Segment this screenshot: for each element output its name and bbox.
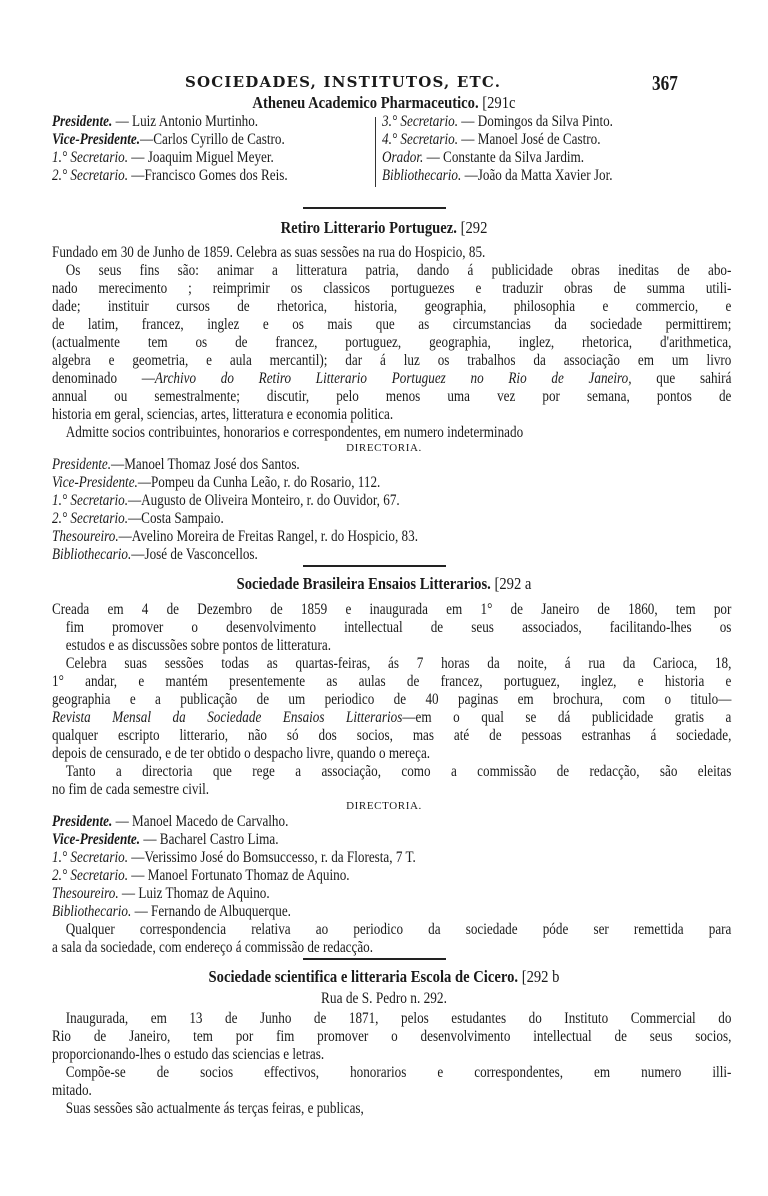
officers-table xyxy=(52,113,752,189)
paragraph-line: Inaugurada, em 13 de Junho de 1871, pelos estudantes do Instituto Commercial do xyxy=(65,1010,732,1027)
officer-name: —João da Matta Xavier Jor. xyxy=(464,167,613,184)
paragraph-line xyxy=(52,709,731,726)
section-ref: [291c xyxy=(482,93,516,112)
officer-name: —Pompeu da Cunha Leão, r. do Rosario, 112. xyxy=(137,474,381,491)
officer-role: Bibliothecario. xyxy=(52,546,132,563)
officer-row xyxy=(382,149,709,167)
officer-role: 2.° Secretario. xyxy=(52,510,129,527)
paragraph-line: no fim de cada semestre civil. xyxy=(52,781,210,798)
officer-role: Orador. xyxy=(382,149,424,166)
officers-right-column xyxy=(382,113,762,185)
section-title-text: Sociedade scientifica e litteraria Escola de Cicero. xyxy=(208,967,519,986)
officer-name: — Manoel José de Castro. xyxy=(461,131,601,148)
publication-title: Archivo do Retiro Litterario Portuguez no Rio de Janeiro, xyxy=(154,370,632,387)
section-title-text: Atheneu Academico Pharmaceutico. xyxy=(252,93,479,112)
officer-name: —Francisco Gomes dos Reis. xyxy=(131,167,288,184)
directoria-row xyxy=(52,885,654,902)
paragraph-line: 1° andar, e mantém presentemente as aulas de francez, portuguez, inglez, e historia e xyxy=(52,673,732,690)
officer-role: 2.° Secretario. xyxy=(52,167,129,184)
directoria-row xyxy=(52,813,654,830)
officer-name: —Verissimo José do Bomsuccesso, r. da Floresta, 7 T. xyxy=(131,849,416,866)
officer-name: —Manoel Thomaz José dos Santos. xyxy=(111,456,300,473)
publication-title: Revista Mensal da Sociedade Ensaios Litterarios xyxy=(52,709,403,726)
section-divider xyxy=(303,958,446,960)
officer-name: — Manoel Fortunato Thomaz de Aquino. xyxy=(131,867,350,884)
paragraph-line: (actualmente tem os de francez, portuguez, geographia, inglez, rhetorica, d'arithmetica, xyxy=(52,334,732,351)
directoria-row xyxy=(52,474,654,491)
officer-row xyxy=(382,131,709,149)
directoria-row xyxy=(52,456,654,473)
paragraph-line: annual ou semestralmente; discutir, pelo menos uma vez por semana, pontos de xyxy=(52,388,732,405)
section-divider xyxy=(303,565,446,567)
paragraph-line: algebra e geometria, e aula mercantil); dar á luz os trabalhos da associação em um livro xyxy=(52,352,732,369)
paragraph-line: estudos e as discussões sobre pontos de litteratura. xyxy=(65,637,332,654)
officer-role: Presidente. xyxy=(52,813,113,830)
paragraph-line: mitado. xyxy=(52,1082,92,1099)
officer-role: Thesoureiro. xyxy=(52,528,119,545)
section-title-text: Sociedade Brasileira Ensaios Litterarios. xyxy=(236,574,491,593)
directoria-row xyxy=(52,903,654,920)
paragraph-line: Admitte socios contribuintes, honorarios e correspondentes, em numero indeterminado xyxy=(65,424,524,441)
officer-name: —Costa Sampaio. xyxy=(128,510,224,527)
directoria-row xyxy=(52,528,654,545)
paragraph-line: Fundado em 30 de Junho de 1859. Celebra as suas sessões na rua do Hospicio, 85. xyxy=(52,244,486,261)
paragraph-line: geographia e a publicação de um periodico de 40 paginas em brochura, com o titulo— xyxy=(52,691,732,708)
paragraph-line: proporcionando-lhes o estudo das sciencias e letras. xyxy=(52,1046,325,1063)
paragraph-line: dade; instituir cursos de rhetorica, historia, geographia, philosophia e commercio, e xyxy=(52,298,732,315)
officer-role: 1.° Secretario. xyxy=(52,849,129,866)
paragraph-line: de latim, francez, inglez e os mais que as circumstancias da sociedade permittirem; xyxy=(52,316,732,333)
officer-row xyxy=(52,113,327,131)
paragraph-line: Suas sessões são actualmente ás terças feiras, e publicas, xyxy=(65,1100,364,1117)
paragraph-line: Creada em 4 de Dezembro de 1859 e inaugurada em 1° de Janeiro de 1860, tem por xyxy=(52,601,732,618)
directoria-row xyxy=(52,492,654,509)
officer-row xyxy=(382,167,709,185)
directoria-row xyxy=(52,546,654,563)
officer-name: — Bacharel Castro Lima. xyxy=(143,831,279,848)
section-divider xyxy=(303,207,446,209)
paragraph-line xyxy=(52,370,731,387)
paragraph-line: depois de censurado, e de ter obtido o despacho livre, quando o mereça. xyxy=(52,745,431,762)
directoria-row xyxy=(52,510,654,527)
paragraph-line: nado merecimento ; reimprimir os classicos portuguezes e traduzir obras de summa utili- xyxy=(52,280,732,297)
officer-role: Vice-Presidente. xyxy=(52,831,141,848)
officer-role: 2.° Secretario. xyxy=(52,867,129,884)
paragraph-line: Compõe-se de socios effectivos, honorarios e correspondentes, em numero illi- xyxy=(65,1064,732,1081)
officer-row xyxy=(52,167,327,185)
officer-row xyxy=(382,113,709,131)
officers-left-column xyxy=(52,113,372,185)
officer-role: Presidente. xyxy=(52,456,112,473)
section-title-retiro xyxy=(54,218,714,238)
paragraph-line: Os seus fins são: animar a litteratura patria, dando á publicidade obras ineditas de abo- xyxy=(65,262,732,279)
officer-row xyxy=(52,149,327,167)
paragraph-line: Rio de Janeiro, tem por fim promover o desenvolvimento intellectual de seus socios, xyxy=(52,1028,732,1045)
directoria-label: DIRECTORIA. xyxy=(346,442,422,454)
column-separator xyxy=(375,117,376,187)
running-head xyxy=(0,73,768,95)
officer-name: —José de Vasconcellos. xyxy=(131,546,258,563)
officer-row xyxy=(52,131,327,149)
section-subtitle: Rua de S. Pedro n. 292. xyxy=(321,990,447,1007)
text-span: —em o qual se dá publicidade gratis a xyxy=(402,709,732,726)
officer-name: — Luiz Thomaz de Aquino. xyxy=(121,885,270,902)
officer-role: 1.° Secretario. xyxy=(52,149,129,166)
officer-role: 1.° Secretario. xyxy=(52,492,129,509)
officer-role: Bibliothecario. xyxy=(382,167,462,184)
officer-name: —Avelino Moreira de Freitas Rangel, r. do Hospicio, 83. xyxy=(118,528,418,545)
directoria-row xyxy=(52,831,654,848)
directoria-row xyxy=(52,867,654,884)
officer-name: — Domingos da Silva Pinto. xyxy=(461,113,613,130)
officer-name: — Fernando de Albuquerque. xyxy=(134,903,291,920)
officer-role: Thesoureiro. xyxy=(52,885,119,902)
section-title-ensaios xyxy=(54,574,714,594)
officer-role: Bibliothecario. xyxy=(52,903,132,920)
paragraph-line: qualquer escripto litterario, não só dos socios, mas até de pessoas estranhas á sociedade, xyxy=(52,727,732,744)
officer-role: Vice-Presidente. xyxy=(52,474,138,491)
officer-role: Presidente. xyxy=(52,113,113,130)
section-ref: [292 b xyxy=(521,967,560,986)
officer-name: — Joaquim Miguel Meyer. xyxy=(131,149,274,166)
text-span: denominado — xyxy=(52,370,155,387)
page-number: 367 xyxy=(652,71,678,95)
officer-name: — Manoel Macedo de Carvalho. xyxy=(115,813,289,830)
paragraph-line: Qualquer correspondencia relativa ao periodico da sociedade póde ser remettida para xyxy=(65,921,732,938)
directoria-row xyxy=(52,849,654,866)
officer-name: —Augusto de Oliveira Monteiro, r. do Ouvidor, 67. xyxy=(128,492,400,509)
section-title-text: Retiro Litterario Portuguez. xyxy=(280,218,457,237)
officer-name: — Luiz Antonio Murtinho. xyxy=(115,113,259,130)
paragraph-line: Tanto a directoria que rege a associação, como a commissão de redacção, são eleitas xyxy=(65,763,732,780)
section-ref: [292 xyxy=(460,218,488,237)
officer-role: 3.° Secretario. xyxy=(382,113,459,130)
section-title-cicero xyxy=(54,967,714,987)
officer-name: —Carlos Cyrillo de Castro. xyxy=(140,131,285,148)
running-title: SOCIEDADES, INSTITUTOS, ETC. xyxy=(185,73,502,91)
officer-name: — Constante da Silva Jardim. xyxy=(426,149,585,166)
paragraph-line: a sala da sociedade, com endereço á commissão de redacção. xyxy=(52,939,374,956)
text-span: que sahirá xyxy=(656,370,732,387)
paragraph-line: Celebra suas sessões todas as quartas-feiras, ás 7 horas da noite, á rua da Carioca, 18, xyxy=(65,655,732,672)
paragraph-line: historia em geral, sciencias, artes, litteratura e economia politica. xyxy=(52,406,394,423)
directoria-label: DIRECTORIA. xyxy=(346,800,422,812)
officer-role: Vice-Presidente. xyxy=(52,131,141,148)
paragraph-line: fim promover o desenvolvimento intellectual de seus associados, facilitando-lhes os xyxy=(65,619,732,636)
officer-role: 4.° Secretario. xyxy=(382,131,459,148)
section-ref: [292 a xyxy=(494,574,532,593)
section-title-atheneu xyxy=(54,93,714,113)
